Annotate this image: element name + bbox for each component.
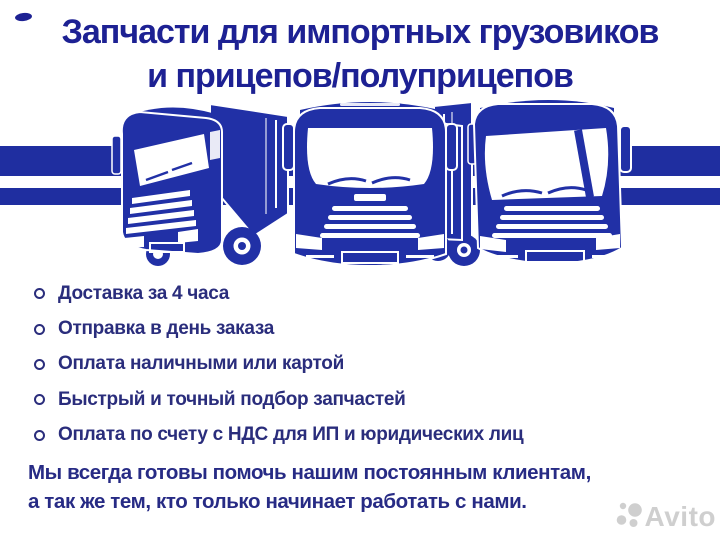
left-truck-side-window (210, 130, 220, 160)
benefits-list (34, 276, 523, 453)
list-item (34, 418, 523, 453)
right-truck-grille-slat (492, 233, 612, 238)
bullet-icon (34, 359, 45, 370)
center-truck-badge (354, 194, 386, 201)
center-truck-bumper-slot (306, 255, 334, 258)
left-truck-headlight (124, 236, 144, 248)
list-item (34, 347, 523, 382)
center-truck-mirror-right (446, 124, 457, 170)
list-item-label: Быстрый и точный подбор запчастей (58, 388, 406, 410)
center-truck-bumper-slot (406, 255, 434, 258)
right-truck-mirror-right (620, 126, 631, 172)
center-truck-mirror-left (283, 124, 294, 170)
headline-line-1: Запчасти для импортных грузовиков (61, 13, 659, 51)
list-item-label: Отправка в день заказа (58, 318, 275, 340)
center-truck-windshield (307, 128, 433, 188)
right-truck-grille-slat (496, 224, 608, 229)
center-truck-grille-slat (324, 224, 416, 229)
right-truck-illustration (434, 100, 631, 266)
left-truck-illustration (112, 104, 288, 266)
closing-text (28, 459, 591, 516)
bullet-icon (34, 324, 45, 335)
avito-logo-icon (615, 498, 643, 532)
center-truck-grille-slat (320, 233, 420, 238)
left-truck-rear-wheel-hub (238, 242, 246, 250)
bullet-icon (34, 430, 45, 441)
list-item-label: Оплата наличными или картой (58, 353, 344, 375)
bullet-icon (34, 288, 45, 299)
avito-watermark (615, 498, 716, 532)
right-truck-bumper-slot (592, 255, 618, 258)
avito-watermark-label: Avito (644, 501, 716, 532)
bullet-icon (34, 394, 45, 405)
headline-line-2: и прицепов/полуприцепов (147, 57, 573, 95)
list-item-label: Оплата по счету с НДС для ИП и юридических лиц (58, 424, 524, 446)
right-truck-bumper-slot (492, 255, 518, 258)
list-item (34, 311, 523, 346)
center-truck-illustration (283, 102, 462, 266)
closing-text-line-1: Мы всегда готовы помочь нашим постоянным клиентам, (28, 461, 591, 484)
closing-text-line-2: а так же тем, кто только начинает работать с нами. (28, 489, 527, 513)
list-item (34, 276, 523, 311)
left-truck-mirror (112, 136, 121, 174)
list-item (34, 382, 523, 417)
right-truck-grille-slat (500, 215, 604, 220)
center-truck-roof-vent (340, 103, 400, 106)
right-truck-wheel-hub (461, 247, 468, 254)
center-truck-grille-slat (328, 215, 412, 220)
right-truck-grille-slat (504, 206, 600, 211)
center-truck-grille-slat (332, 206, 408, 211)
list-item-label: Доставка за 4 часа (58, 282, 230, 304)
